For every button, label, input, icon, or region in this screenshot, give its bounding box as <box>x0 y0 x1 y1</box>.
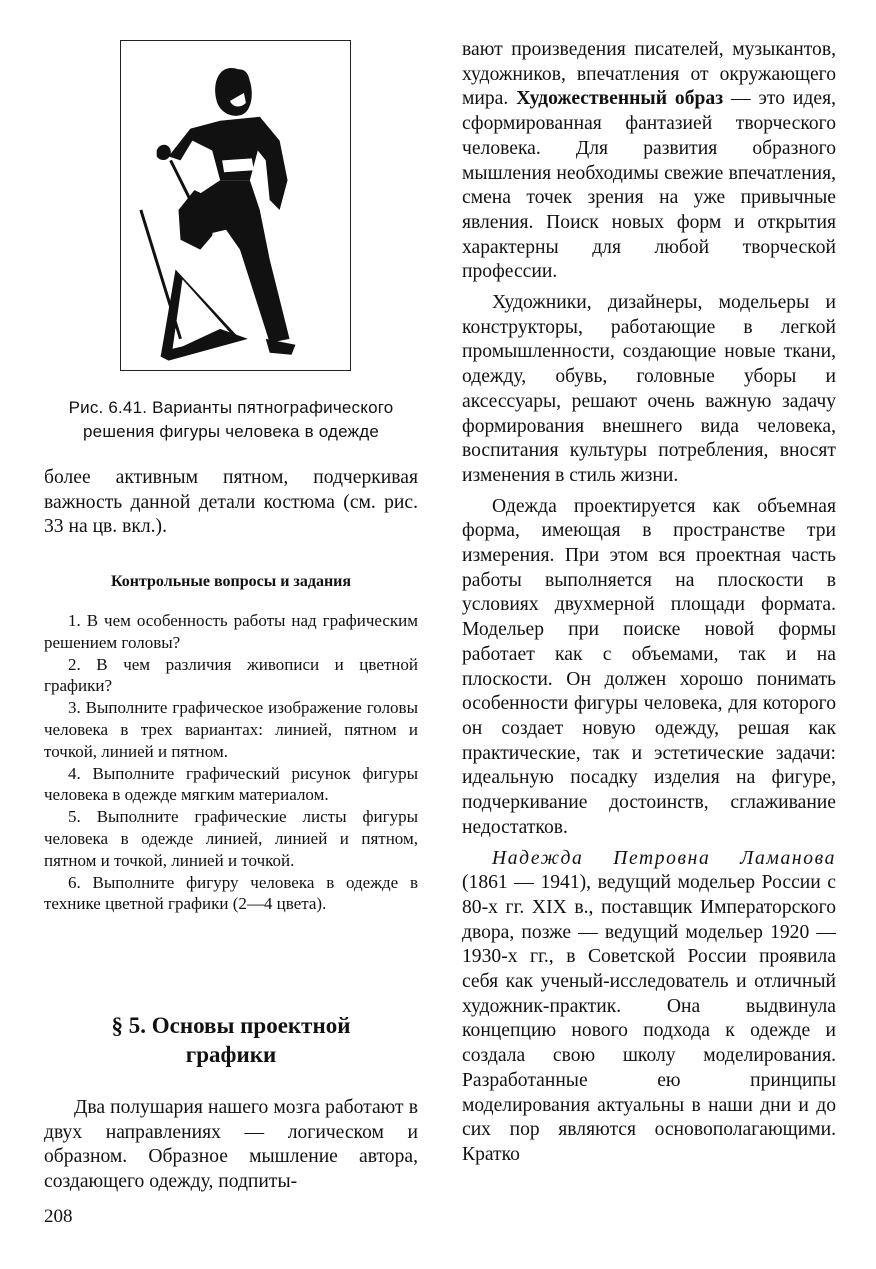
questions-list <box>44 610 418 915</box>
right-paragraph-4 <box>462 847 836 1168</box>
p1-text-b: — это идея, сформированная фантазией творческого человека. Для развития образного мышления необходимы свежие впечатления, смена точек зрения на уже привычные явления. Поиск новых форм и открытия характерны для любой творческой профессии. <box>462 88 836 283</box>
name-lamanova: Надежда Петровна Ламанова <box>492 847 836 869</box>
caption-line-2: решения фигуры человека в одежде <box>83 422 379 441</box>
question-item: 3. Выполните графическое изображение головы человека в трех вариантах: линией, пятном и точкой, линией и пятном. <box>44 698 418 761</box>
section-intro-paragraph: Два полушария нашего мозга работают в двух направлениях — логическом и образном. Образное мышление автора, создающего одежду, подпиты- <box>44 1097 418 1193</box>
p4-text: (1861 — 1941), ведущий модельер России с 80-х гг. XIX в., поставщик Императорского двора, позже — ведущий модельер 1920 — 1930-х гг., в Советской России проявила себя как ученый-исследователь и отличный художник-практик. Она выдвинула концепцию нового подхода к одежде и создала свою школу моделирования. Разработанные ею принципы моделирования актуальны в наши дни и до сих пор являются основополагающими. Кратко <box>462 872 836 1165</box>
question-item: 1. В чем особенность работы над графическим решением головы? <box>44 611 418 652</box>
section-title <box>44 1011 418 1069</box>
right-paragraph-1 <box>462 38 836 285</box>
figure-illustration <box>120 40 351 371</box>
right-paragraph-3: Одежда проектируется как объемная форма, имеющая в пространстве три измерения. При этом вся проектная часть работы выполняется на плоскости в условиях двухмерной площади формата. Модельер при поиске новой формы работает как с объемами, так и на плоскости. Он должен хорошо понимать особенности фигуры человека, для которого он создает новую одежду, решая как практические, так и эстетические задачи: идеальную посадку изделия на фигуре, подчеркивание достоинств, сглаживание недостатков. <box>462 495 836 838</box>
caption-line-1: Рис. 6.41. Варианты пятнографического <box>68 398 394 417</box>
question-item: 5. Выполните графические листы фигуры человека в одежде линией, линией и пятном, пятном и точкой, линией и точкой. <box>44 807 418 870</box>
fashion-figure-image <box>121 41 350 370</box>
question-item: 2. В чем различия живописи и цветной графики? <box>44 654 418 696</box>
right-paragraph-2: Художники, дизайнеры, модельеры и конструкторы, работающие в легкой промышленности, создающие новые ткани, одежду, обувь, головные уборы и аксессуары, решают очень важную задачу формирования внешнего вида человека, воспитания культуры потребления, вносят изменения в стиль жизни. <box>462 292 836 486</box>
question-item: 6. Выполните фигуру человека в одежде в технике цветной графики (2—4 цвета). <box>44 872 418 914</box>
figure-caption <box>44 396 418 444</box>
section-title-line-1: § 5. Основы проектной <box>111 1013 351 1038</box>
question-item: 4. Выполните графический рисунок фигуры человека в одежде мягким материалом. <box>44 763 418 805</box>
page-number: 208 <box>44 1206 73 1227</box>
p1-text-a: вают произведения писателей, музыкантов, художников, впечатления от окружающего мира. <box>462 39 836 110</box>
term-artistic-image: Художественный образ <box>516 88 724 110</box>
right-column <box>462 38 836 1174</box>
left-paragraph-continuation: более активным пятном, подчеркивая важность данной детали костюма (см. рис. 33 на цв. вкл.). <box>44 467 418 538</box>
section-title-line-2: графики <box>185 1042 277 1067</box>
questions-heading: Контрольные вопросы и задания <box>110 573 352 590</box>
